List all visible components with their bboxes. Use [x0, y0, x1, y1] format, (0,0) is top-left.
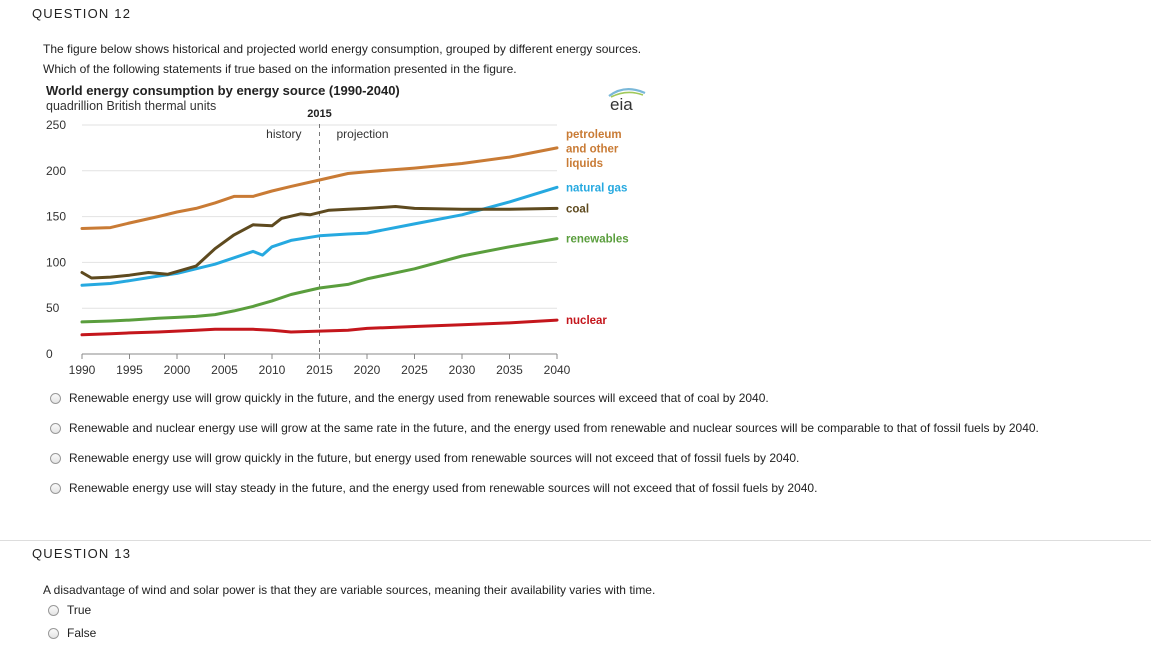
- radio-button[interactable]: [50, 483, 61, 494]
- option-text: Renewable energy use will grow quickly in the future, and the energy used from renewable sources will exceed that of coal by 2040.: [69, 391, 769, 405]
- chart-axes: [46, 118, 571, 377]
- x-tick-label: 2020: [353, 363, 381, 377]
- y-tick-label: 50: [46, 301, 60, 316]
- question-12-header: QUESTION 12: [32, 6, 132, 21]
- chart-subtitle: quadrillion British thermal units: [46, 99, 217, 113]
- series-label-renewables: renewables: [566, 233, 629, 246]
- series-label-natural: natural gas: [566, 182, 628, 195]
- radio-button[interactable]: [50, 393, 61, 404]
- series-label-petroleum: petroleum and other liquids: [566, 128, 622, 170]
- question-12-option-3[interactable]: [50, 451, 799, 465]
- question-13-header: QUESTION 13: [32, 546, 132, 561]
- radio-button[interactable]: [50, 453, 61, 464]
- radio-button[interactable]: [48, 628, 59, 639]
- question-13-option-false[interactable]: [48, 626, 96, 640]
- y-tick-label: 200: [46, 163, 67, 178]
- radio-button[interactable]: [48, 605, 59, 616]
- question-12-option-4[interactable]: [50, 481, 817, 495]
- x-tick-label: 2005: [211, 363, 238, 377]
- question-12-prompt-line1: The figure below shows historical and projected world energy consumption, grouped by different energy sources.: [43, 42, 642, 56]
- radio-button[interactable]: [50, 423, 61, 434]
- option-text: Renewable and nuclear energy use will grow at the same rate in the future, and the energy used from renewable and nuclear sources will be comparable to that of fossil fuels by 2040.: [69, 421, 1039, 435]
- option-text: Renewable energy use will stay steady in the future, and the energy used from renewable sources will not exceed that of fossil fuels by 2040.: [69, 481, 818, 495]
- option-text: Renewable energy use will grow quickly in the future, but energy used from renewable sources will not exceed that of fossil fuels by 2040.: [69, 451, 800, 465]
- x-tick-label: 2035: [496, 363, 523, 377]
- x-tick-label: 2025: [401, 363, 428, 377]
- y-tick-label: 150: [46, 209, 67, 224]
- chart-title: World energy consumption by energy source (1990-2040): [46, 83, 400, 98]
- history-label: history: [266, 127, 302, 141]
- question-13-option-true[interactable]: [48, 603, 91, 617]
- x-tick-label: 1995: [116, 363, 143, 377]
- x-tick-label: 2010: [258, 363, 286, 377]
- option-text: True: [67, 603, 92, 617]
- question-12-prompt-line2: Which of the following statements if true based on the information presented in the figure.: [43, 62, 517, 76]
- projection-label: projection: [336, 127, 389, 141]
- series-label-nuclear: nuclear: [566, 315, 607, 328]
- series-labels: [566, 129, 629, 327]
- question-12-option-1[interactable]: [50, 391, 769, 405]
- eia-logo-text: eia: [610, 95, 633, 113]
- x-tick-label: 2000: [163, 363, 191, 377]
- x-tick-label: 2030: [448, 363, 476, 377]
- option-text: False: [67, 626, 97, 640]
- y-tick-label: 0: [46, 347, 53, 361]
- question-12-option-2[interactable]: [50, 421, 1039, 435]
- y-tick-label: 100: [46, 255, 67, 270]
- x-tick-label: 1990: [68, 363, 96, 377]
- question-13-prompt: A disadvantage of wind and solar power is that they are variable sources, meaning their availability varies with time.: [43, 583, 656, 597]
- series-label-coal: coal: [566, 203, 590, 216]
- y-tick-label: 250: [46, 118, 67, 132]
- x-tick-label: 2015: [306, 363, 333, 377]
- question-divider: [0, 540, 1151, 541]
- x-tick-label: 2040: [543, 363, 571, 377]
- divider-year-label: 2015: [307, 108, 332, 120]
